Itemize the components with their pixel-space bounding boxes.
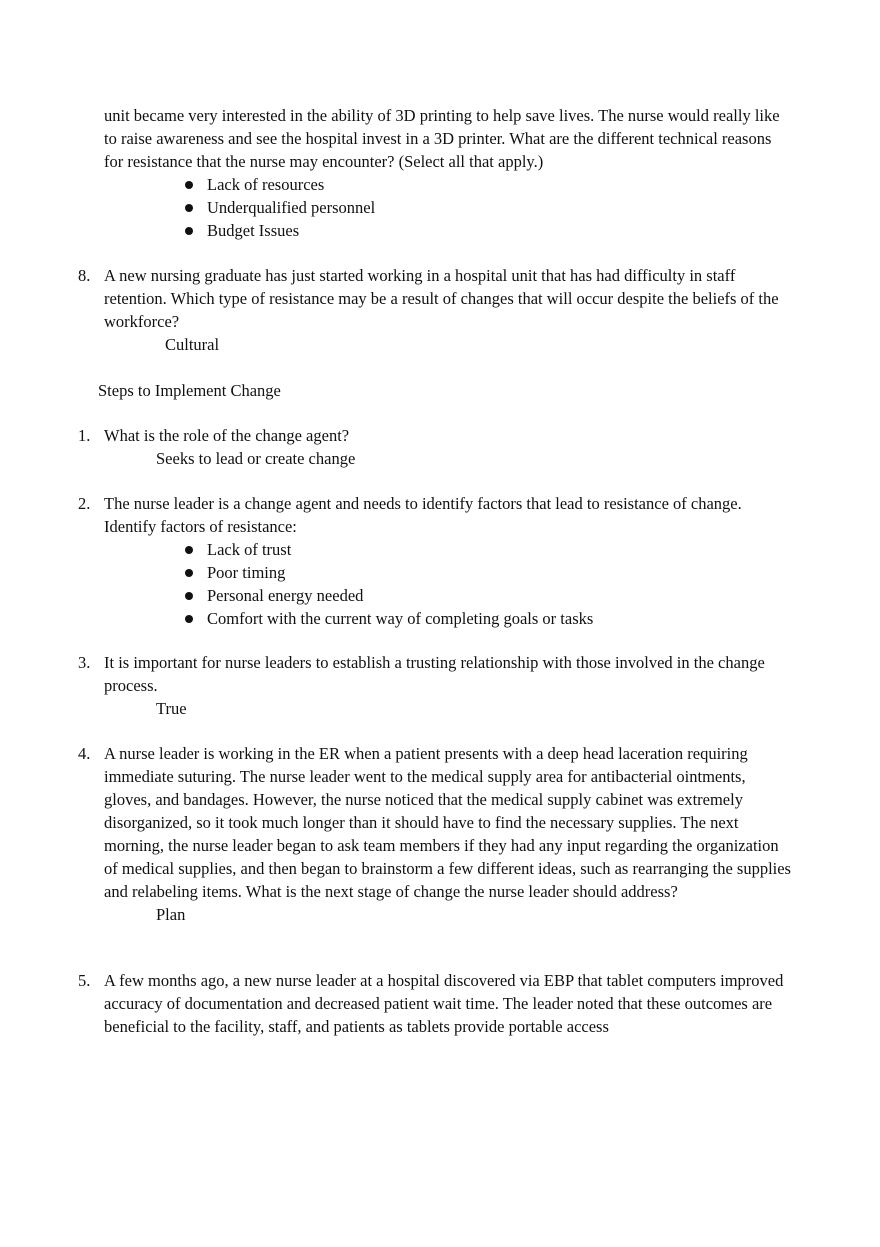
bullet-icon (185, 592, 193, 600)
bullet-text: Lack of resources (207, 175, 325, 194)
bullet-icon (185, 204, 193, 212)
bullet-item (182, 561, 798, 584)
bullet-item (182, 538, 798, 561)
bullet-icon (185, 181, 193, 189)
bullet-item (182, 219, 798, 242)
question-text: A new nursing graduate has just started working in a hospital unit that has had difficulty in staff retention. Which type of resistance may be a result of changes that will occur despite the beliefs of the workforce? (104, 266, 779, 331)
question-text: The nurse leader is a change agent and needs to identify factors that lead to resistance of change. Identify factors of resistance: (104, 494, 742, 536)
bullet-item (182, 584, 798, 607)
question-7-text: unit became very interested in the ability of 3D printing to help save lives. The nurse would really like to raise awareness and see the hospital invest in a 3D printer. What are the different technical reasons for resistance that the nurse may encounter? (Select all that apply.) (104, 106, 780, 171)
bullet-text: Underqualified personnel (207, 198, 376, 217)
question-number: 2. (78, 494, 91, 513)
bullet-text: Lack of trust (207, 540, 292, 559)
bullet-item (182, 173, 798, 196)
step-question-3 (78, 651, 798, 720)
question-number: 3. (78, 653, 91, 672)
question-number: 4. (78, 744, 91, 763)
question-answer: Seeks to lead or create change (156, 449, 356, 468)
question-text: A few months ago, a new nurse leader at a hospital discovered via EBP that tablet computers improved accuracy of documentation and decreased patient wait time. The leader noted that these outcomes are beneficial to the facility, staff, and patients as tablets provide portable access (104, 971, 784, 1036)
step-question-5 (78, 969, 798, 1038)
bullet-icon (185, 569, 193, 577)
bullet-icon (185, 615, 193, 623)
step-question-2 (78, 492, 798, 630)
bullet-text: Personal energy needed (207, 586, 364, 605)
section-heading: Steps to Implement Change (98, 381, 281, 400)
bullet-icon (185, 227, 193, 235)
bullet-text: Poor timing (207, 563, 286, 582)
question-7-answers (182, 173, 798, 242)
step-question-4 (78, 742, 798, 926)
question-text: A nurse leader is working in the ER when a patient presents with a deep head laceration requiring immediate suturing. The nurse leader went to the medical supply area for antibacterial ointments, gloves, and bandages. However, the nurse noticed that the medical supply cabinet was extremely disorganized, so it took much longer than it should have to find the necessary supplies. The next morning, the nurse leader began to ask team members if they had any input regarding the organization of medical supplies, and then began to brainstorm a few different ideas, such as rearranging the supplies and relabeling items. What is the next stage of change the nurse leader should address? (104, 744, 791, 901)
question-answer: Cultural (165, 335, 220, 354)
bullet-text: Budget Issues (207, 221, 300, 240)
question-text: It is important for nurse leaders to establish a trusting relationship with those involved in the change process. (104, 653, 765, 695)
bullet-text: Comfort with the current way of completing goals or tasks (207, 609, 594, 628)
resistance-factors-list (182, 538, 798, 630)
question-number: 8. (78, 266, 91, 285)
bullet-icon (185, 546, 193, 554)
question-text: What is the role of the change agent? (104, 426, 350, 445)
bullet-item (182, 607, 798, 630)
question-answer: Plan (156, 905, 186, 924)
question-7-continued (78, 104, 798, 242)
question-answer: True (156, 699, 187, 718)
bullet-item (182, 196, 798, 219)
question-number: 5. (78, 971, 91, 990)
question-number: 1. (78, 426, 91, 445)
question-8 (78, 264, 798, 356)
step-question-1 (78, 424, 798, 470)
